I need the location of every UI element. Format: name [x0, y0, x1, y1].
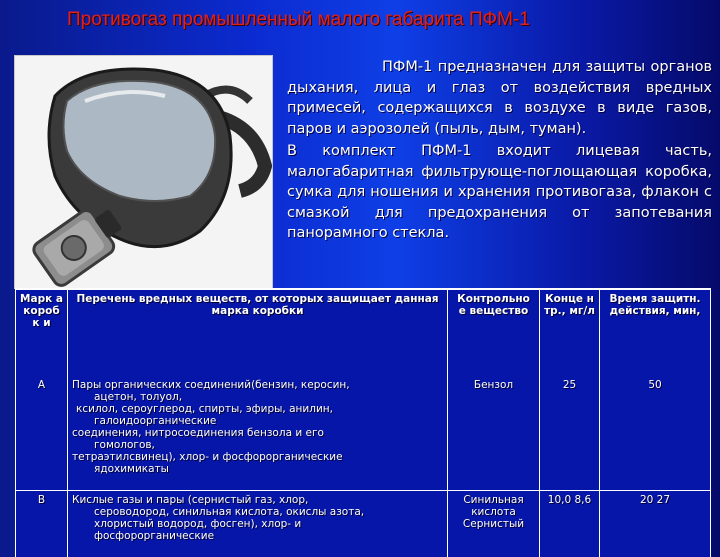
substance-line: тетраэтилсвинец), хлор- и фосфорорганические	[72, 451, 443, 463]
row-time: 20 27	[600, 491, 711, 557]
gas-mask-photo	[14, 55, 273, 289]
substance-line: ксилол, сероуглерод, спирты, эфиры, анилин,	[72, 403, 443, 415]
kit-description-text: В комплект ПФМ-1 входит лицевая часть, малогабаритная фильтрующе-поглощающая коробка, сумка для ношения и хранения противогаза, флакон с смазкой для предохранения от запотевания панорамного стекла.	[287, 141, 712, 244]
substance-line: сероводород, синильная кислота, окислы азота,	[72, 506, 443, 518]
header-time: Время защитн. действия, мин,	[600, 289, 711, 376]
row-mark: А	[16, 376, 68, 491]
substance-line: галоидоорганические	[72, 415, 443, 427]
row-mark: В	[16, 491, 68, 557]
substance-line: ядохимикаты	[72, 463, 443, 475]
row-concentration: 10,0 8,6	[540, 491, 600, 557]
header-control: Контрольно е вещество	[448, 289, 540, 376]
substance-line: гомологов,	[72, 439, 443, 451]
row-time: 50	[600, 376, 711, 491]
substances-table	[15, 288, 711, 557]
row-concentration: 25	[540, 376, 600, 491]
substance-line: хлористый водород, фосген), хлор- и	[72, 518, 443, 530]
row-substances	[68, 491, 448, 557]
substance-line: Кислые газы и пары (сернистый газ, хлор,	[72, 494, 443, 506]
substance-line: ацетон, толуол,	[72, 391, 443, 403]
gas-mask-icon	[15, 56, 272, 288]
slide-title: Противогаз промышленный малого габарита ПФМ-1	[67, 9, 667, 31]
header-mark: Марк а короб к и	[16, 289, 68, 376]
row-control: Бензол	[448, 376, 540, 491]
table-row	[16, 491, 711, 557]
header-substances: Перечень вредных веществ, от которых защищает данная марка коробки	[68, 289, 448, 376]
row-control: Синильная кислота Сернистый	[448, 491, 540, 557]
description-text: ПФМ-1 предназначен для защиты органов дыхания, лица и глаз от воздействия вредных примесей, содержащихся в воздухе в виде газов, паров и аэрозолей (пыль, дым, туман).	[287, 57, 712, 139]
table-header-row	[16, 289, 711, 376]
row-substances	[68, 376, 448, 491]
substance-line: Пары органических соединений(бензин, керосин,	[72, 379, 443, 391]
substance-line: соединения, нитросоединения бензола и его	[72, 427, 443, 439]
substance-line: фосфорорганические	[72, 530, 443, 542]
header-concentration: Конце н тр., мг/л	[540, 289, 600, 376]
table-row	[16, 376, 711, 491]
